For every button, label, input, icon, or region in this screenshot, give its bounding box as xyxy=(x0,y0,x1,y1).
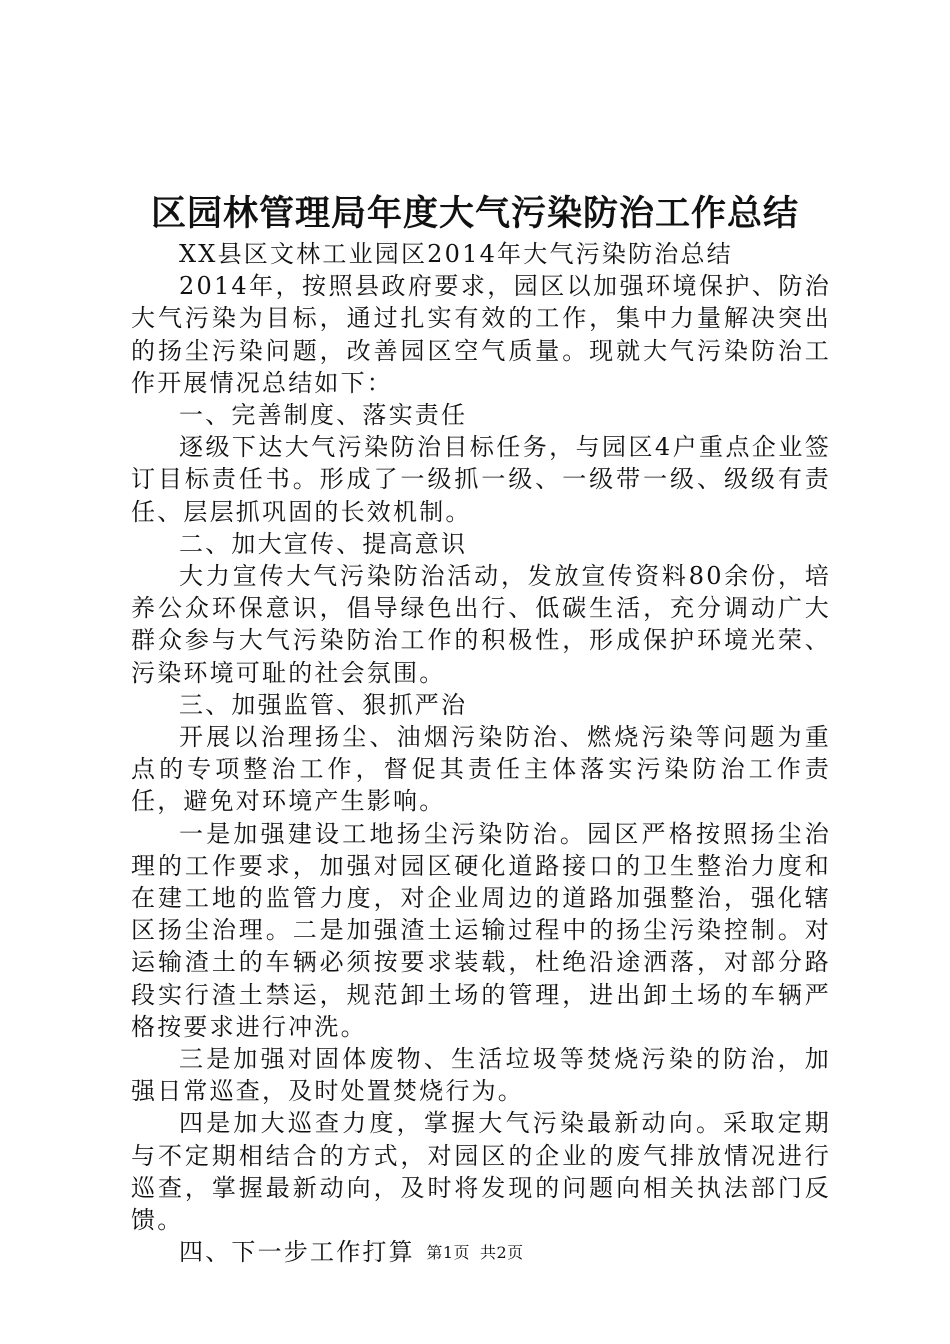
paragraph: 逐级下达大气污染防治目标任务，与园区4户重点企业签订目标责任书。形成了一级抓一级、一级带一级、级级有责任、层层抓巩固的长效机制。 xyxy=(131,433,831,526)
section-heading-3: 三、加强监管、狠抓严治 xyxy=(179,690,468,719)
document-body xyxy=(131,238,831,1269)
paragraph: 开展以治理扬尘、油烟污染防治、燃烧污染等问题为重点的专项整治工作，督促其责任主体落实污染防治工作责任，避免对环境产生影响。 xyxy=(131,723,831,816)
paragraph-subtitle: XX县区文林工业园区2014年大气污染防治总结 xyxy=(179,240,733,268)
section-heading-2: 二、加大宣传、提高意识 xyxy=(179,529,468,558)
section-heading-4: 四、下一步工作打算 xyxy=(179,1238,415,1267)
section-heading-1: 一、完善制度、落实责任 xyxy=(179,401,468,430)
paragraph: 三是加强对固体废物、生活垃圾等焚烧污染的防治，加强日常巡查，及时处置焚烧行为。 xyxy=(131,1045,831,1106)
page-footer xyxy=(0,1240,950,1263)
page-number: 第1页 xyxy=(426,1243,470,1262)
paragraph: 四是加大巡查力度，掌握大气污染最新动向。采取定期与不定期相结合的方式，对园区的企业的废气排放情况进行巡查，掌握最新动向，及时将发现的问题向相关执法部门反馈。 xyxy=(131,1109,831,1235)
page-total: 共2页 xyxy=(480,1243,524,1262)
paragraph: 一是加强建设工地扬尘污染防治。园区严格按照扬尘治理的工作要求，加强对园区硬化道路接口的卫生整治力度和在建工地的监管力度，对企业周边的道路加强整治，强化辖区扬尘治理。二是加强渣土运输过程中的扬尘污染控制。对运输渣土的车辆必须按要求装载，杜绝沿途洒落，对部分路段实行渣土禁运，规范卸土场的管理，进出卸土场的车辆严格按要求进行冲洗。 xyxy=(131,819,831,1041)
paragraph: 大力宣传大气污染防治活动，发放宣传资料80余份，培养公众环保意识，倡导绿色出行、低碳生活，充分调动广大群众参与大气污染防治工作的积极性，形成保护环境光荣、污染环境可耻的社会氛围。 xyxy=(131,562,831,687)
paragraph-intro: 2014年，按照县政府要求，园区以加强环境保护、防治大气污染为目标，通过扎实有效的工作，集中力量解决突出的扬尘污染问题，改善园区空气质量。现就大气污染防治工作开展情况总结如下： xyxy=(131,272,831,397)
document-title: 区园林管理局年度大气污染防治工作总结 xyxy=(150,193,799,234)
